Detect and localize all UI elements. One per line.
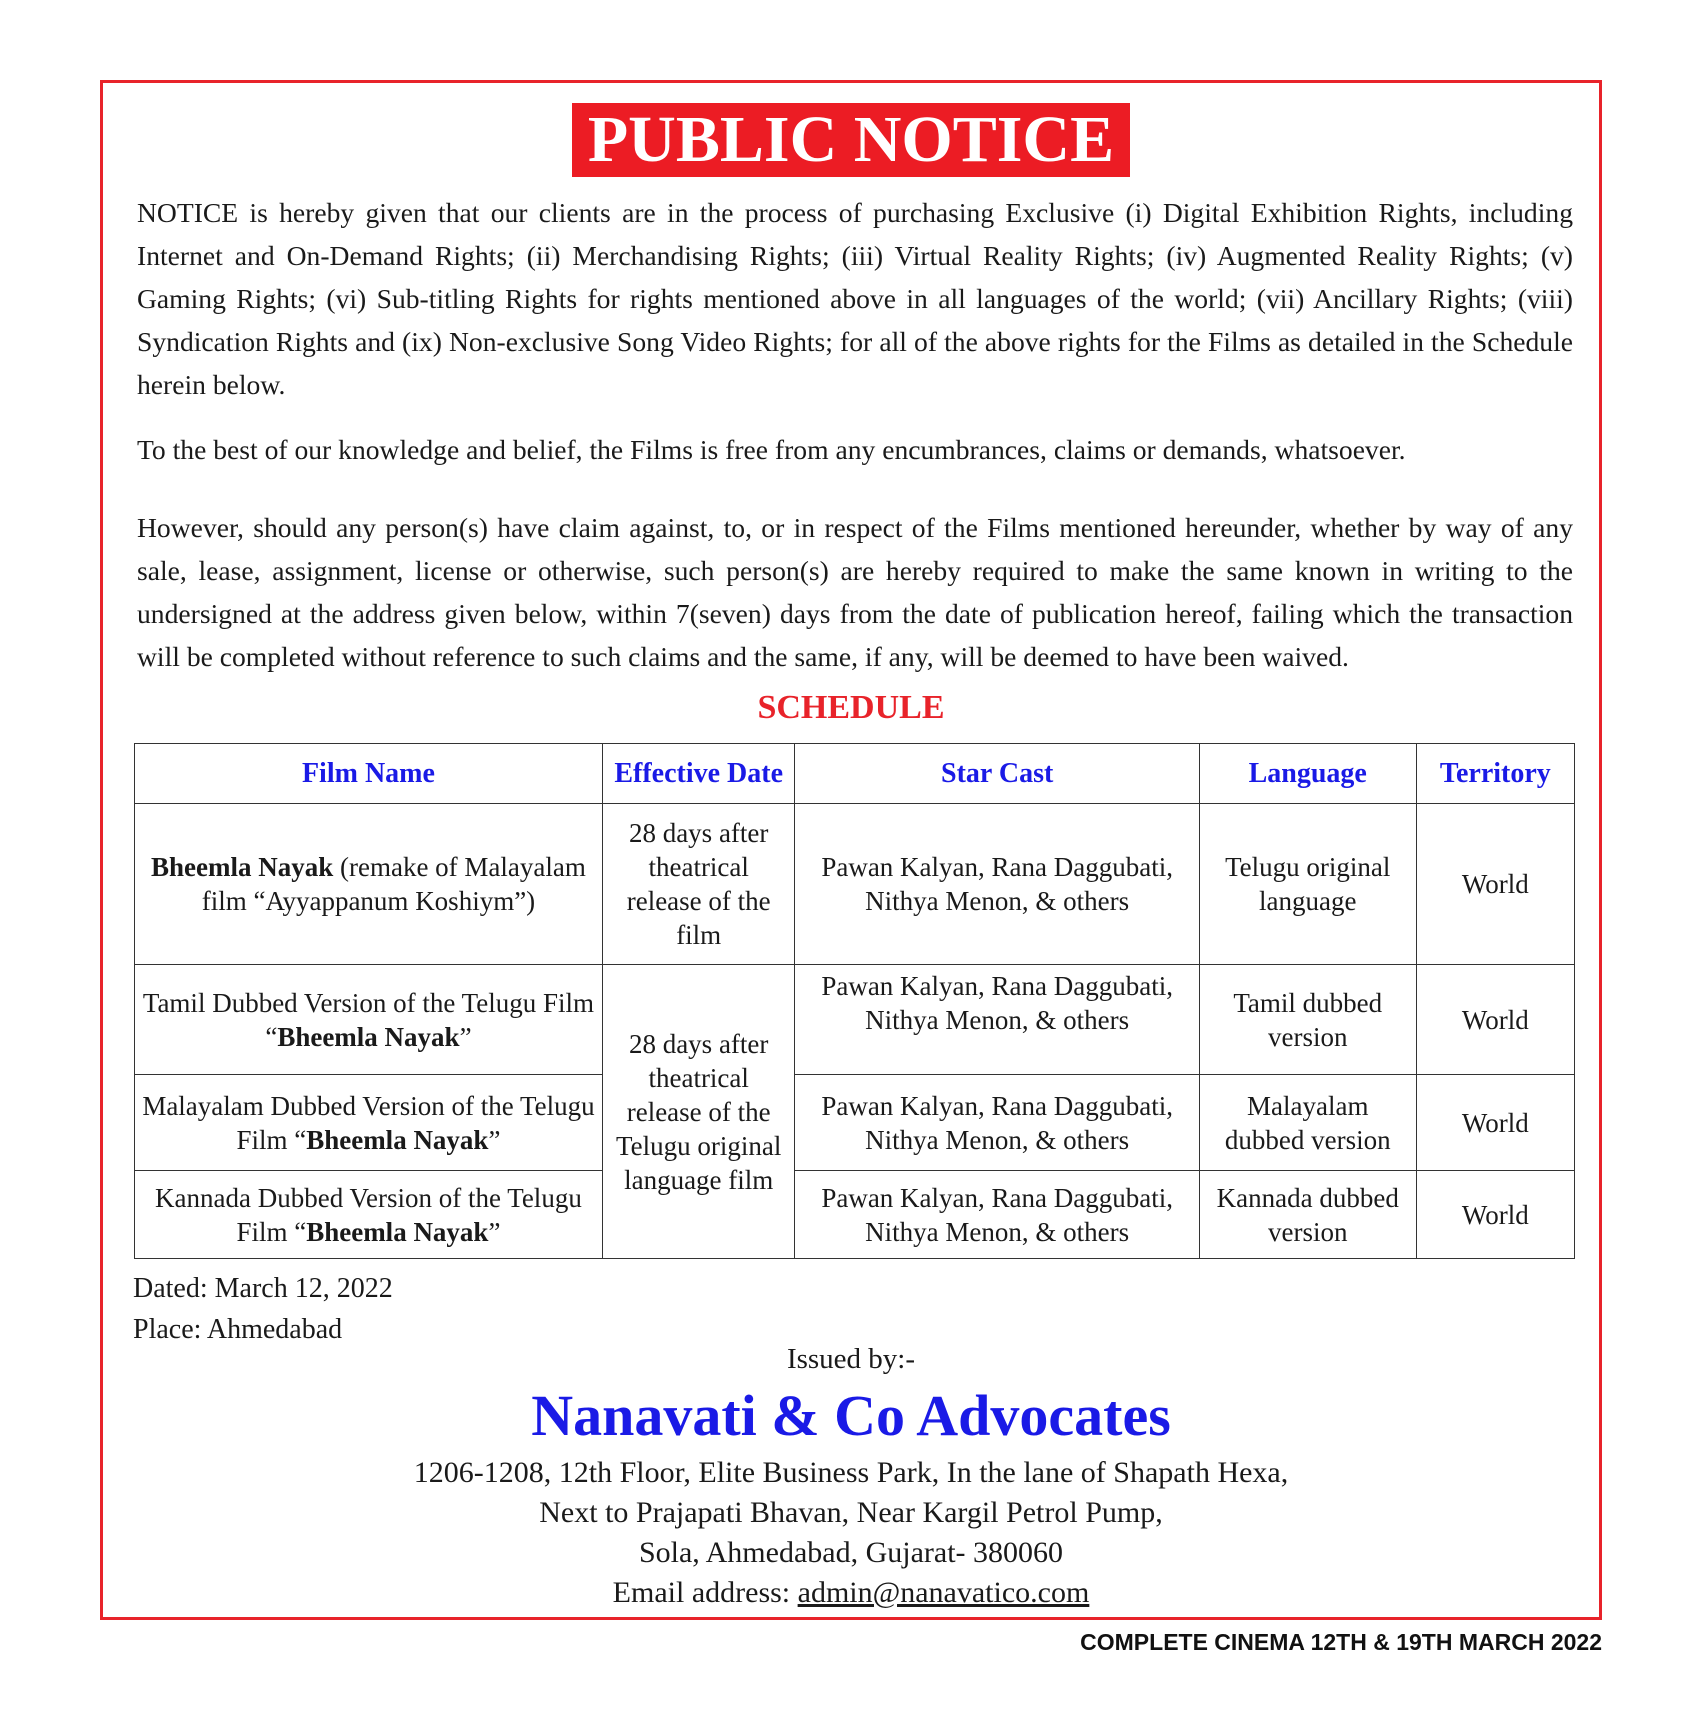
notice-frame xyxy=(100,80,1602,1620)
column-header-territory: Territory xyxy=(1416,744,1574,804)
notice-title: PUBLIC NOTICE xyxy=(572,103,1130,177)
star-cast-cell: Pawan Kalyan, Rana Daggubati, Nithya Menon, & others xyxy=(795,804,1199,965)
table-header-row xyxy=(135,744,1575,804)
date-place-block xyxy=(133,1268,393,1350)
publication-footer: COMPLETE CINEMA 12TH & 19TH MARCH 2022 xyxy=(1080,1629,1602,1655)
territory-cell: World xyxy=(1416,965,1574,1075)
address-line-2: Next to Prajapati Bhavan, Near Kargil Petrol Pump, xyxy=(539,1496,1163,1529)
address-line-1: 1206-1208, 12th Floor, Elite Business Park, In the lane of Shapath Hexa, xyxy=(413,1456,1289,1489)
film-suffix: ” xyxy=(488,1216,501,1247)
email-line xyxy=(103,1573,1599,1613)
territory-cell: World xyxy=(1416,1171,1574,1259)
firm-name: Nanavati & Co Advocates xyxy=(531,1383,1171,1448)
film-title-bold: Bheemla Nayak xyxy=(306,1124,489,1155)
film-suffix: ” xyxy=(488,1124,501,1155)
email-label: Email address: xyxy=(612,1576,798,1609)
effective-date-cell-shared: 28 days after theatrical release of the Telugu original language film xyxy=(602,965,795,1259)
film-prefix: Malayalam Dubbed Version of the Telugu Film “ xyxy=(142,1090,595,1155)
territory-cell: World xyxy=(1416,1075,1574,1171)
issued-by-label: Issued by:- xyxy=(786,1343,916,1375)
film-prefix: Tamil Dubbed Version of the Telugu Film “ xyxy=(142,987,595,1052)
star-cast-cell: Pawan Kalyan, Rana Daggubati, Nithya Menon, & others xyxy=(795,965,1199,1075)
language-cell: Tamil dubbed version xyxy=(1199,965,1416,1075)
territory-cell: World xyxy=(1416,804,1574,965)
film-title-bold: Bheemla Nayak xyxy=(277,1021,460,1052)
film-title-bold: Bheemla Nayak xyxy=(306,1216,489,1247)
column-header-star-cast: Star Cast xyxy=(795,744,1199,804)
film-title-bold: Bheemla Nayak xyxy=(151,852,334,882)
film-name-cell xyxy=(135,1171,603,1259)
table-row xyxy=(135,1171,1575,1259)
table-row xyxy=(135,1075,1575,1171)
column-header-film-name: Film Name xyxy=(135,744,603,804)
star-cast-cell: Pawan Kalyan, Rana Daggubati, Nithya Menon, & others xyxy=(795,1171,1199,1259)
language-cell: Malayalam dubbed version xyxy=(1199,1075,1416,1171)
schedule-table xyxy=(134,743,1575,1259)
effective-date-cell: 28 days after theatrical release of the film xyxy=(602,804,795,965)
language-cell: Kannada dubbed version xyxy=(1199,1171,1416,1259)
language-cell: Telugu original language xyxy=(1199,804,1416,965)
star-cast-cell: Pawan Kalyan, Rana Daggubati, Nithya Menon, & others xyxy=(795,1075,1199,1171)
schedule-heading: SCHEDULE xyxy=(757,689,945,726)
table-row xyxy=(135,965,1575,1075)
table-row xyxy=(135,804,1575,965)
notice-paragraph-3: However, should any person(s) have claim against, to, or in respect of the Films mentioned hereunder, whether by way of any sale, lease, assignment, license or otherwise, such person(s) are hereby required to make the same known in writing to the undersigned at the address given below, within 7(seven) days from the date of publication hereof, failing which the transaction will be completed without reference to such claims and the same, if any, will be deemed to have been waived. xyxy=(137,512,1573,672)
notice-paragraph-1: NOTICE is hereby given that our clients are in the process of purchasing Exclusive (i) Digital Exhibition Rights, including Internet and On-Demand Rights; (ii) Merchandising Rights; (iii) Virtual Reality Rights; (iv) Augmented Reality Rights; (v) Gaming Rights; (vi) Sub-titling Rights for rights mentioned above in all languages of the world; (vii) Ancillary Rights; (viii) Syndication Rights and (ix) Non-exclusive Song Video Rights; for all of the above rights for the Films as detailed in the Schedule herein below. xyxy=(137,197,1573,400)
dated-line: Dated: March 12, 2022 xyxy=(133,1273,393,1304)
film-name-cell xyxy=(135,804,603,965)
address-line-3: Sola, Ahmedabad, Gujarat- 380060 xyxy=(638,1536,1064,1569)
film-name-cell xyxy=(135,965,603,1075)
film-name-cell xyxy=(135,1075,603,1171)
firm-address xyxy=(103,1453,1599,1613)
place-line: Place: Ahmedabad xyxy=(133,1314,343,1345)
column-header-effective-date: Effective Date xyxy=(602,744,795,804)
film-prefix: Kannada Dubbed Version of the Telugu Film “ xyxy=(155,1182,582,1247)
email-link[interactable]: admin@nanavatico.com xyxy=(797,1576,1090,1609)
film-suffix: ” xyxy=(459,1021,472,1052)
column-header-language: Language xyxy=(1199,744,1416,804)
notice-paragraph-2: To the best of our knowledge and belief, the Films is free from any encumbrances, claims or demands, whatsoever. xyxy=(137,434,1406,465)
film-note: (remake of Malayalam film “Ayyappanum Koshiym”) xyxy=(201,852,586,916)
